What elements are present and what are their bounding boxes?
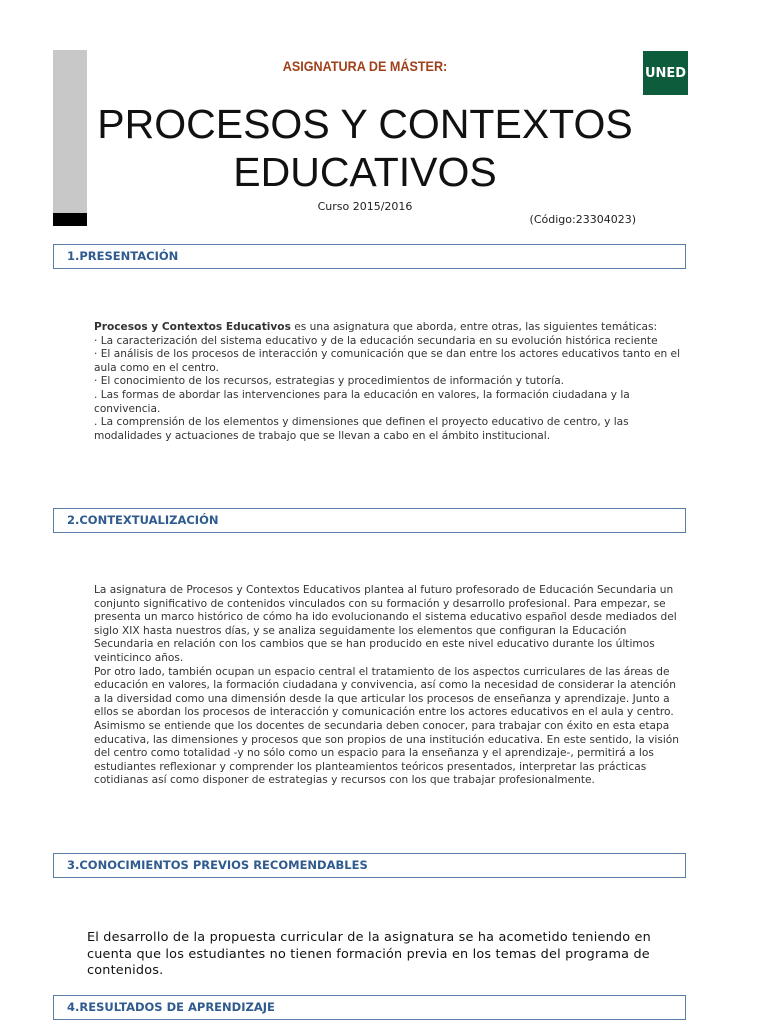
- title-line-1: PROCESOS Y CONTEXTOS: [97, 101, 633, 147]
- list-item: · La caracterización del sistema educativo y de la educación secundaria en su evolución histórica reciente: [94, 334, 658, 347]
- list-item: · El análisis de los procesos de interacción y comunicación que se dan entre los actores educativos tanto en el aula como en el centro.: [94, 348, 681, 374]
- subject-code: (Código:23304023): [529, 213, 636, 226]
- list-item: . Las formas de abordar las intervenciones para la educación en valores, la formación ciudadana y la convivencia.: [94, 388, 630, 415]
- conocimientos-text: El desarrollo de la propuesta curricular de la asignatura se ha acometido teniendo en cuenta que los estudiantes no tienen formación previa en los temas del programa de contenidos.: [87, 930, 651, 978]
- decorative-black-bar: [53, 213, 87, 226]
- section-header-presentacion: 1.PRESENTACIÓN: [53, 244, 686, 269]
- list-item: · El conocimiento de los recursos, estrategias y procedimientos de información y tutoría.: [94, 375, 565, 388]
- decorative-grey-bar: [53, 50, 87, 213]
- paragraph: Por otro lado, también ocupan un espacio central el tratamiento de los aspectos curriculares de las áreas de educación en valores, la formación ciudadana y convivencia, así como la necesidad de considerar la atención a la diversidad como una dimensión desde la que articular los procesos de enseñanza y aprendizaje. Junto a ellos se abordan los procesos de interacción y comunicación entre los actores educativos en el aula y centro.: [94, 665, 676, 719]
- subject-label: ASIGNATURA DE MÁSTER:: [282, 58, 448, 74]
- title-line-2: EDUCATIVOS: [233, 149, 497, 195]
- presentacion-intro-rest: es una asignatura que aborda, entre otras, las siguientes temáticas:: [290, 321, 658, 333]
- section-header-resultados: 4.RESULTADOS DE APRENDIZAJE: [53, 995, 686, 1020]
- section-header-contextualizacion: 2.CONTEXTUALIZACIÓN: [53, 508, 686, 533]
- paragraph: La asignatura de Procesos y Contextos Educativos plantea al futuro profesorado de Educación Secundaria un conjunto significativo de contenidos vinculados con su formación y desarrollo profesional. Para empezar, se presenta un marco histórico de cómo ha ido evolucionando el sistema educativo español desde mediados del siglo XIX hasta nuestros días, y se analiza seguidamente los elementos que configuran la Educación Secundaria en relación con los cambios que se han producido en este nivel educativo durante los últimos veinticinco años.: [94, 584, 677, 664]
- presentacion-intro-bold: Procesos y Contextos Educativos: [94, 321, 291, 333]
- logo-text: UNED: [644, 65, 687, 81]
- paragraph: Asimismo se entiende que los docentes de secundaria deben conocer, para trabajar con éxito en esta etapa educativa, las dimensiones y procesos que son propios de una institución educativa. En este sentido, la visión del centro como totalidad -y no sólo como un espacio para la enseñanza y el aprendizaje-, permitirá a los estudiantes reflexionar y comprender los planteamientos teóricos presentados, interpretar las prácticas cotidianas así como disponer de estrategias y recursos con los que trabajar profesionalmente.: [94, 719, 679, 787]
- contextualizacion-text: [94, 584, 684, 788]
- presentacion-text: [94, 321, 684, 443]
- presentacion-intro: [94, 321, 684, 335]
- uned-logo: [643, 51, 688, 95]
- section-header-conocimientos: 3.CONOCIMIENTOS PREVIOS RECOMENDABLES: [53, 853, 686, 878]
- page-title: [90, 100, 640, 196]
- course-year: Curso 2015/2016: [317, 200, 413, 213]
- list-item: . La comprensión de los elementos y dimensiones que definen el proyecto educativo de centro, y las modalidades y actuaciones de trabajo que se llevan a cabo en el ámbito institucional.: [94, 416, 629, 442]
